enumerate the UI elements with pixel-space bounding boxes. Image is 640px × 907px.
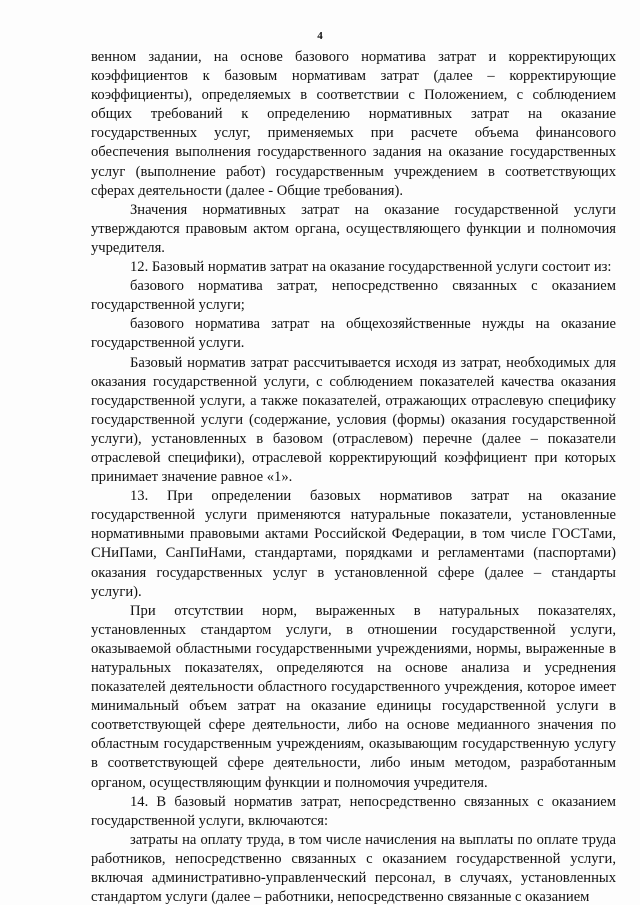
paragraph: 12. Базовый норматив затрат на оказание государственной услуги состоит из: [130, 259, 612, 276]
paragraph: базового норматива затрат на общехозяйственные нужды на оказание государственной услуги. [91, 316, 616, 352]
paragraph: базового норматива затрат, непосредственно связанных с оказанием государственной услуги; [91, 278, 616, 314]
page-number: 4 [317, 30, 323, 42]
paragraph: При отсутствии норм, выраженных в натуральных показателях, установленных стандартом услуги, в отношении государственной услуги, оказываемой областными государственными учреждениями, нормы, выраженные в натуральных показателях, определяются на основе анализа и усреднения показателей деятельности областного государственного учреждения, которое имеет минимальный объем затрат на оказание единицы государственной услуги в соответствующей сфере деятельности, либо на основе медианного значения по областным государственным учреждениям, оказывающим государственную услугу в соответствующей сфере деятельности, либо иным методом, разработанным органом, осуществляющим функции и полномочия учредителя. [91, 602, 616, 791]
paragraph: Значения нормативных затрат на оказание государственной услуги утверждаются правовым актом органа, осуществляющего функции и полномочия учредителя. [91, 201, 616, 256]
paragraph: венном задании, на основе базового норматива затрат и корректирующих коэффициентов к базовым нормативам затрат (далее – корректирующие коэффициенты), определяемых в соответствии с Положением, с соблюдением общих требований к определению нормативных затрат на оказание государственных услуг, применяемых при расчете объема финансового обеспечения выполнения государственного задания на оказание государственных услуг (выполнение работ) государственным учреждением в соответствующих сферах деятельности (далее - Общие требования). [91, 49, 616, 199]
paragraph: 13. При определении базовых нормативов затрат на оказание государственной услуги применяются натуральные показатели, установленные нормативными правовыми актами Российской Федерации, в том числе ГОСТами, СНиПами, СанПиНами, стандартами, порядками и регламентами (паспортами) оказания государственных услуг в установленной сфере (далее – стандарты услуги). [91, 488, 616, 600]
paragraph: Базовый норматив затрат рассчитывается исходя из затрат, необходимых для оказания государственной услуги, с соблюдением показателей качества оказания государственной услуги, а также показателей, отражающих отраслевую специфику государственной услуги (содержание, условия (формы) оказания государственной услуги), установленных в базовом (отраслевом) перечне (далее – показатели отраслевой специфики), отраслевой корректирующий коэффициент при которых принимает значение равное «1». [91, 354, 616, 486]
paragraph: 14. В базовый норматив затрат, непосредственно связанных с оказанием государственной услуги, включаются: [91, 793, 616, 829]
document-body [91, 48, 616, 907]
paragraph: затраты на оплату труда, в том числе начисления на выплаты по оплате труда работников, непосредственно связанных с оказанием государственной услуги, включая административно-управленческий персонал, в случаях, установленных стандартом услуги (далее – работники, непосредственно связанные с оказанием [91, 831, 616, 906]
